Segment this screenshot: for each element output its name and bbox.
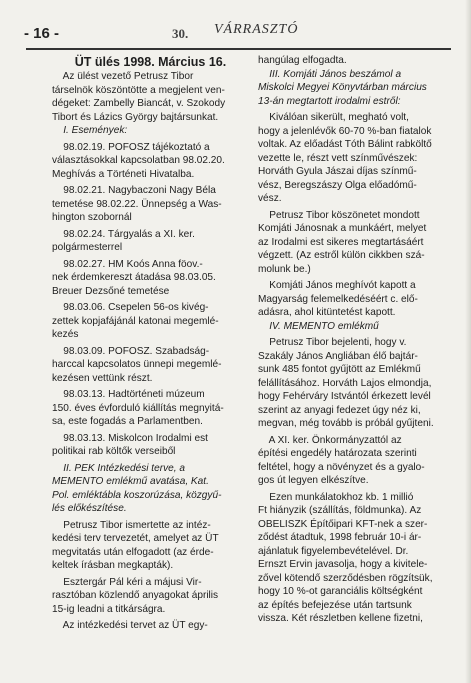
- text-line: nek érdemkereszt átadása 98.03.05.: [52, 272, 216, 283]
- text-line: építési engedély határozata szerinti: [258, 448, 417, 459]
- text-line: MEMENTO emlékmű avatása, Kat.: [52, 476, 209, 487]
- issue-number: 30.: [172, 26, 189, 41]
- text-line: ződést átadtuk, 1998 február 10-i ár-: [258, 532, 422, 543]
- text-line: sa, este fogadás a Parlamentben.: [52, 416, 203, 427]
- text-line: Petrusz Tibor ismertette az intéz-: [52, 519, 211, 531]
- text-line: politikai rab költők verseiből: [52, 446, 176, 457]
- text-line: adásra, ahol kitüntetést kapott.: [258, 307, 396, 318]
- text-line: Meghívás a Történeti Hivatalba.: [52, 168, 195, 180]
- right-column-text: [258, 54, 455, 626]
- text-line: zővel kötendő szerződésben rögzítsük,: [258, 572, 433, 584]
- text-line: megvan, még tovább is próbál gyűjteni.: [258, 418, 434, 429]
- text-line: Petrusz Tibor bejelenti, hogy v.: [258, 337, 407, 348]
- text-line: harccal kapcsolatos ünnepi megemlé-: [52, 359, 222, 370]
- article-title: ÜT ülés 1998. Március 16.: [74, 55, 227, 69]
- page-header: [20, 22, 460, 50]
- text-line: 98.02.19. POFOSZ tájékoztató a: [52, 141, 210, 153]
- text-line: OBELISZK Építőipari KFT-nek a szer-: [258, 518, 428, 530]
- text-line: Breuer Dezsőné temetése: [52, 285, 170, 297]
- publication-logo: VÁRRASZTÓ: [214, 22, 299, 37]
- text-line: kezés: [52, 329, 79, 340]
- text-line: vissza. Két részletben kellene fizetni,: [258, 613, 423, 624]
- left-column: [52, 54, 249, 633]
- text-line: Ernszt Ervin javasolja, hogy a kivitele-: [258, 559, 428, 570]
- text-line: 98.03.13. Miskolcon Irodalmi est: [52, 432, 208, 444]
- text-line: lés előkészítése.: [52, 503, 127, 514]
- text-line: Horváth Gyula Jászai díjas színmű-: [258, 166, 417, 177]
- text-line: az építés befejezése után tartsunk: [258, 599, 412, 611]
- text-line: Az intézkedési tervet az ÜT egy-: [52, 620, 208, 631]
- text-line: 15-ig leadni a titkárságra.: [52, 603, 166, 615]
- text-line: molunk be.): [258, 263, 311, 275]
- text-line: Komjáti Jánosnak a munkáért, melyet: [258, 223, 427, 234]
- text-line: hogy 10 %-ot garanciális költségként: [258, 586, 423, 597]
- text-line: Magyarság felemelkedéséért c. elő-: [258, 293, 418, 305]
- text-line: III. Komjáti János beszámol a: [258, 68, 402, 80]
- text-line: kedési terv tervezetét, amelyet az ÜT: [52, 533, 219, 544]
- text-line: ajánlatuk figyelembevételével. Dr.: [258, 545, 409, 557]
- text-line: vezette le, részt vett színművészek:: [258, 152, 418, 164]
- text-line: hogy a jelenlévők 60-70 %-ban fiatalok: [258, 125, 432, 137]
- text-line: 98.03.06. Csepelen 56-os kivég-: [52, 302, 209, 313]
- text-line: rasztóban közlendő anyagokat április: [52, 590, 219, 601]
- text-line: Kiválóan sikerült, megható volt,: [258, 112, 409, 123]
- text-line: 98.03.13. Hadtörténeti múzeum: [52, 389, 205, 400]
- text-line: feltétel, hogy a növényzet és a gyalo-: [258, 461, 425, 473]
- text-line: Petrusz Tibor köszönetet mondott: [258, 209, 420, 221]
- text-line: dégeket: Zambelly Biancát, v. Szokody: [52, 98, 226, 109]
- text-line: hogy Fehérváry Istvántól érkezett levél: [258, 391, 431, 402]
- text-line: vész, Beregszászy Olga előadómű-: [258, 179, 417, 191]
- text-line: Miskolci Megyei Könyvtárban március: [258, 82, 427, 93]
- text-line: Komjáti János meghívót kapott a: [258, 280, 416, 291]
- text-line: Esztergár Pál kéri a májusi Vir-: [52, 576, 202, 588]
- text-line: keltek írásban megkapták).: [52, 560, 174, 571]
- text-line: Ft hiányzik (szállítás, földmunka). Az: [258, 505, 422, 516]
- text-line: 13-án megtartott irodalmi estről:: [258, 95, 401, 107]
- text-line: IV. MEMENTO emlékmű: [258, 320, 379, 332]
- text-line: választásokkal kapcsolatban 98.02.20.: [52, 155, 225, 166]
- text-line: Tibort és Lázics György bajtársunkat.: [52, 111, 219, 123]
- text-line: Szakály János Angliában élő bajtár-: [258, 350, 418, 362]
- text-line: polgármesterrel: [52, 242, 123, 253]
- text-line: szerint az anyagi fedezet úgy néz ki,: [258, 404, 421, 416]
- text-line: társelnök köszöntötte a megjelent ven-: [52, 84, 225, 96]
- text-line: Pol. emléktábla koszorúzása, közgyű-: [52, 489, 222, 501]
- text-line: 98.03.09. POFOSZ. Szabadság-: [52, 345, 210, 357]
- text-line: II. PEK Intézkedési terve, a: [52, 462, 185, 474]
- text-line: 150. éves évforduló kiállítás megnyitá-: [52, 402, 224, 414]
- header-rule: [26, 48, 451, 50]
- text-line: hangúlag elfogadta.: [258, 55, 347, 66]
- text-line: temetése 98.02.22. Ünnepség a Was-: [52, 198, 222, 210]
- left-column-text: [52, 70, 249, 633]
- text-line: 98.02.27. HM Koós Anna föov.-: [52, 258, 203, 270]
- text-line: vész.: [258, 193, 282, 204]
- text-line: I. Események:: [52, 125, 128, 136]
- text-line: megvitatás után elfogadott (az érde-: [52, 546, 214, 558]
- text-line: az Irodalmi est sikeres megtartásáért: [258, 236, 424, 248]
- text-line: voltak. Az előadást Tóth Bálint rabköltő: [258, 139, 432, 150]
- text-line: 98.02.24. Tárgyalás a XI. ker.: [52, 228, 195, 240]
- page-number: - 16 -: [24, 25, 60, 42]
- text-line: kezésen vettünk részt.: [52, 372, 153, 384]
- text-line: felállításához. Horváth Lajos elmondja,: [258, 377, 432, 389]
- right-column: [258, 54, 455, 626]
- text-line: gos út legyen elkészítve.: [258, 475, 369, 486]
- text-line: zettek kopjafájánál katonai megemlé-: [52, 315, 219, 327]
- text-line: Ezen munkálatokhoz kb. 1 millió: [258, 491, 414, 503]
- text-line: 98.02.21. Nagybaczoni Nagy Béla: [52, 185, 216, 196]
- text-line: hington szobornál: [52, 212, 132, 223]
- text-line: A XI. ker. Önkormányzattól az: [258, 434, 402, 446]
- text-line: sunk 485 fontot gyűjtött az Emlékmű: [258, 364, 421, 375]
- scan-edge: [465, 0, 471, 683]
- text-line: végzett. (Az estről külön cikkben szá-: [258, 250, 425, 261]
- text-line: Az ülést vezető Petrusz Tibor: [52, 71, 194, 82]
